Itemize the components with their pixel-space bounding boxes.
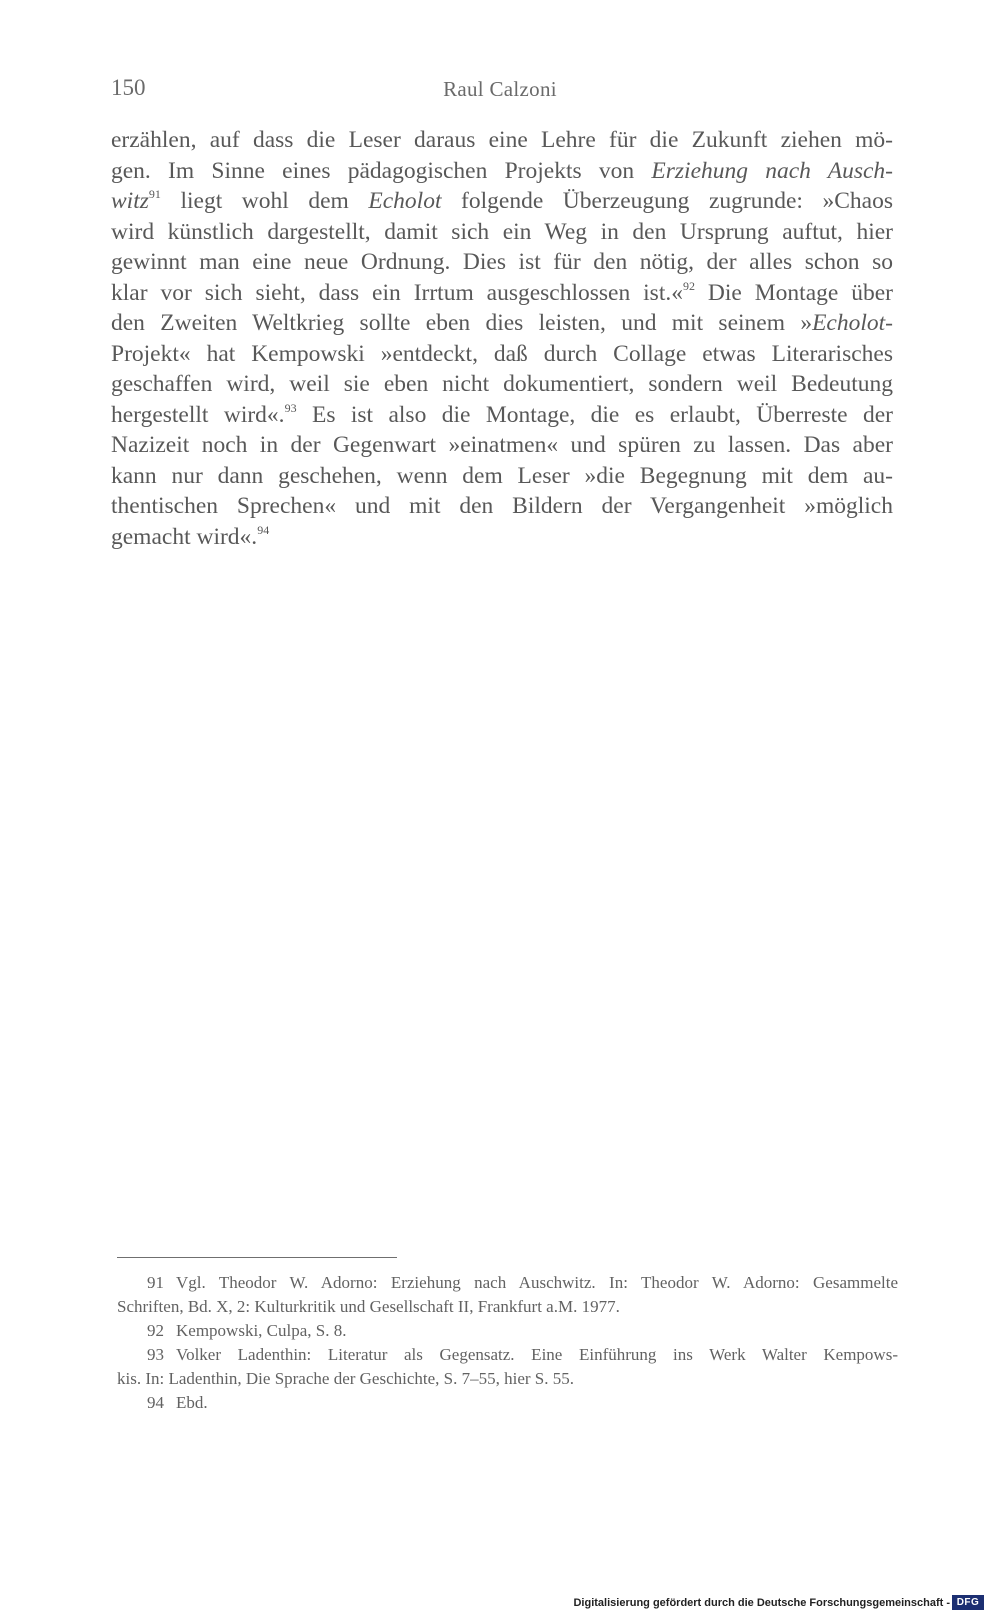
footnote-ref-93: 93: [284, 400, 297, 415]
footnote-91: 91 Vgl. Theodor W. Adorno: Erziehung nach Auschwitz. In: Theodor W. Adorno: Gesammelte: [147, 1273, 898, 1292]
footnote-93-continuation: kis. In: Ladenthin, Die Sprache der Geschichte, S. 7–55, hier S. 55.: [117, 1369, 575, 1388]
text-line: witz$^{91}$ liegt wohl dem Echolot folgende Überzeugung zugrunde: »Chaos: [111, 187, 893, 214]
text-line: gen. Im Sinne eines pädagogischen Projekts von Erziehung nach Ausch-: [111, 157, 893, 184]
text-line: klar vor sich sieht, dass ein Irrtum ausgeschlossen ist.«$^{92}$ Die Montage über: [111, 278, 893, 306]
footnote-91-continuation: Schriften, Bd. X, 2: Kulturkritik und Gesellschaft II, Frankfurt a.M. 1977.: [117, 1297, 620, 1316]
text-line: gemacht wird«.$^{94}$: [111, 522, 270, 550]
running-head: Raul Calzoni: [443, 77, 557, 101]
body-text: [111, 125, 893, 552]
text-line: Nazizeit noch in der Gegenwart »einatmen« und spüren zu lassen. Das aber: [111, 432, 893, 458]
text-line: gewinnt man eine neue Ordnung. Dies ist für den nötig, der alles schon so: [111, 249, 893, 275]
text-line: den Zweiten Weltkrieg sollte eben dies leisten, und mit seinem »Echolot-: [111, 310, 893, 336]
footnote-ref-92: 92: [683, 278, 695, 293]
footnote-92: 92 Kempowski, Culpa, S. 8.: [147, 1321, 347, 1340]
text-line: thentischen Sprechen« und mit den Bildern der Vergangenheit »möglich: [111, 493, 893, 519]
text-line: wird künstlich dargestellt, damit sich ein Weg in den Ursprung auftut, hier: [111, 218, 893, 245]
footnote-94: 94 Ebd.: [147, 1393, 208, 1412]
dfg-logo: DFG: [952, 1595, 984, 1610]
digitization-note: Digitalisierung gefördert durch die Deutsche Forschungsgemeinschaft -: [573, 1597, 950, 1609]
text-line: Projekt« hat Kempowski »entdeckt, daß durch Collage etwas Literarisches: [111, 340, 893, 367]
footnotes: [117, 1271, 898, 1415]
text-line: geschaffen wird, weil sie eben nicht dokumentiert, sondern weil Bedeutung: [111, 371, 893, 397]
footnote-ref-94: 94: [257, 522, 270, 537]
text-line: erzählen, auf dass die Leser daraus eine Lehre für die Zukunft ziehen mö-: [111, 127, 893, 153]
text-line: kann nur dann geschehen, wenn dem Leser »die Begegnung mit dem au-: [111, 462, 893, 489]
footnote-ref-91: 91: [148, 187, 161, 201]
text-line: hergestellt wird«.$^{93}$ Es ist also die Montage, die es erlaubt, Überreste der: [111, 400, 893, 428]
footnote-93: 93 Volker Ladenthin: Literatur als Gegensatz. Eine Einführung ins Werk Walter Kempows-: [147, 1345, 898, 1364]
footnote-divider: [117, 1257, 397, 1258]
page-number: 150: [111, 75, 146, 100]
